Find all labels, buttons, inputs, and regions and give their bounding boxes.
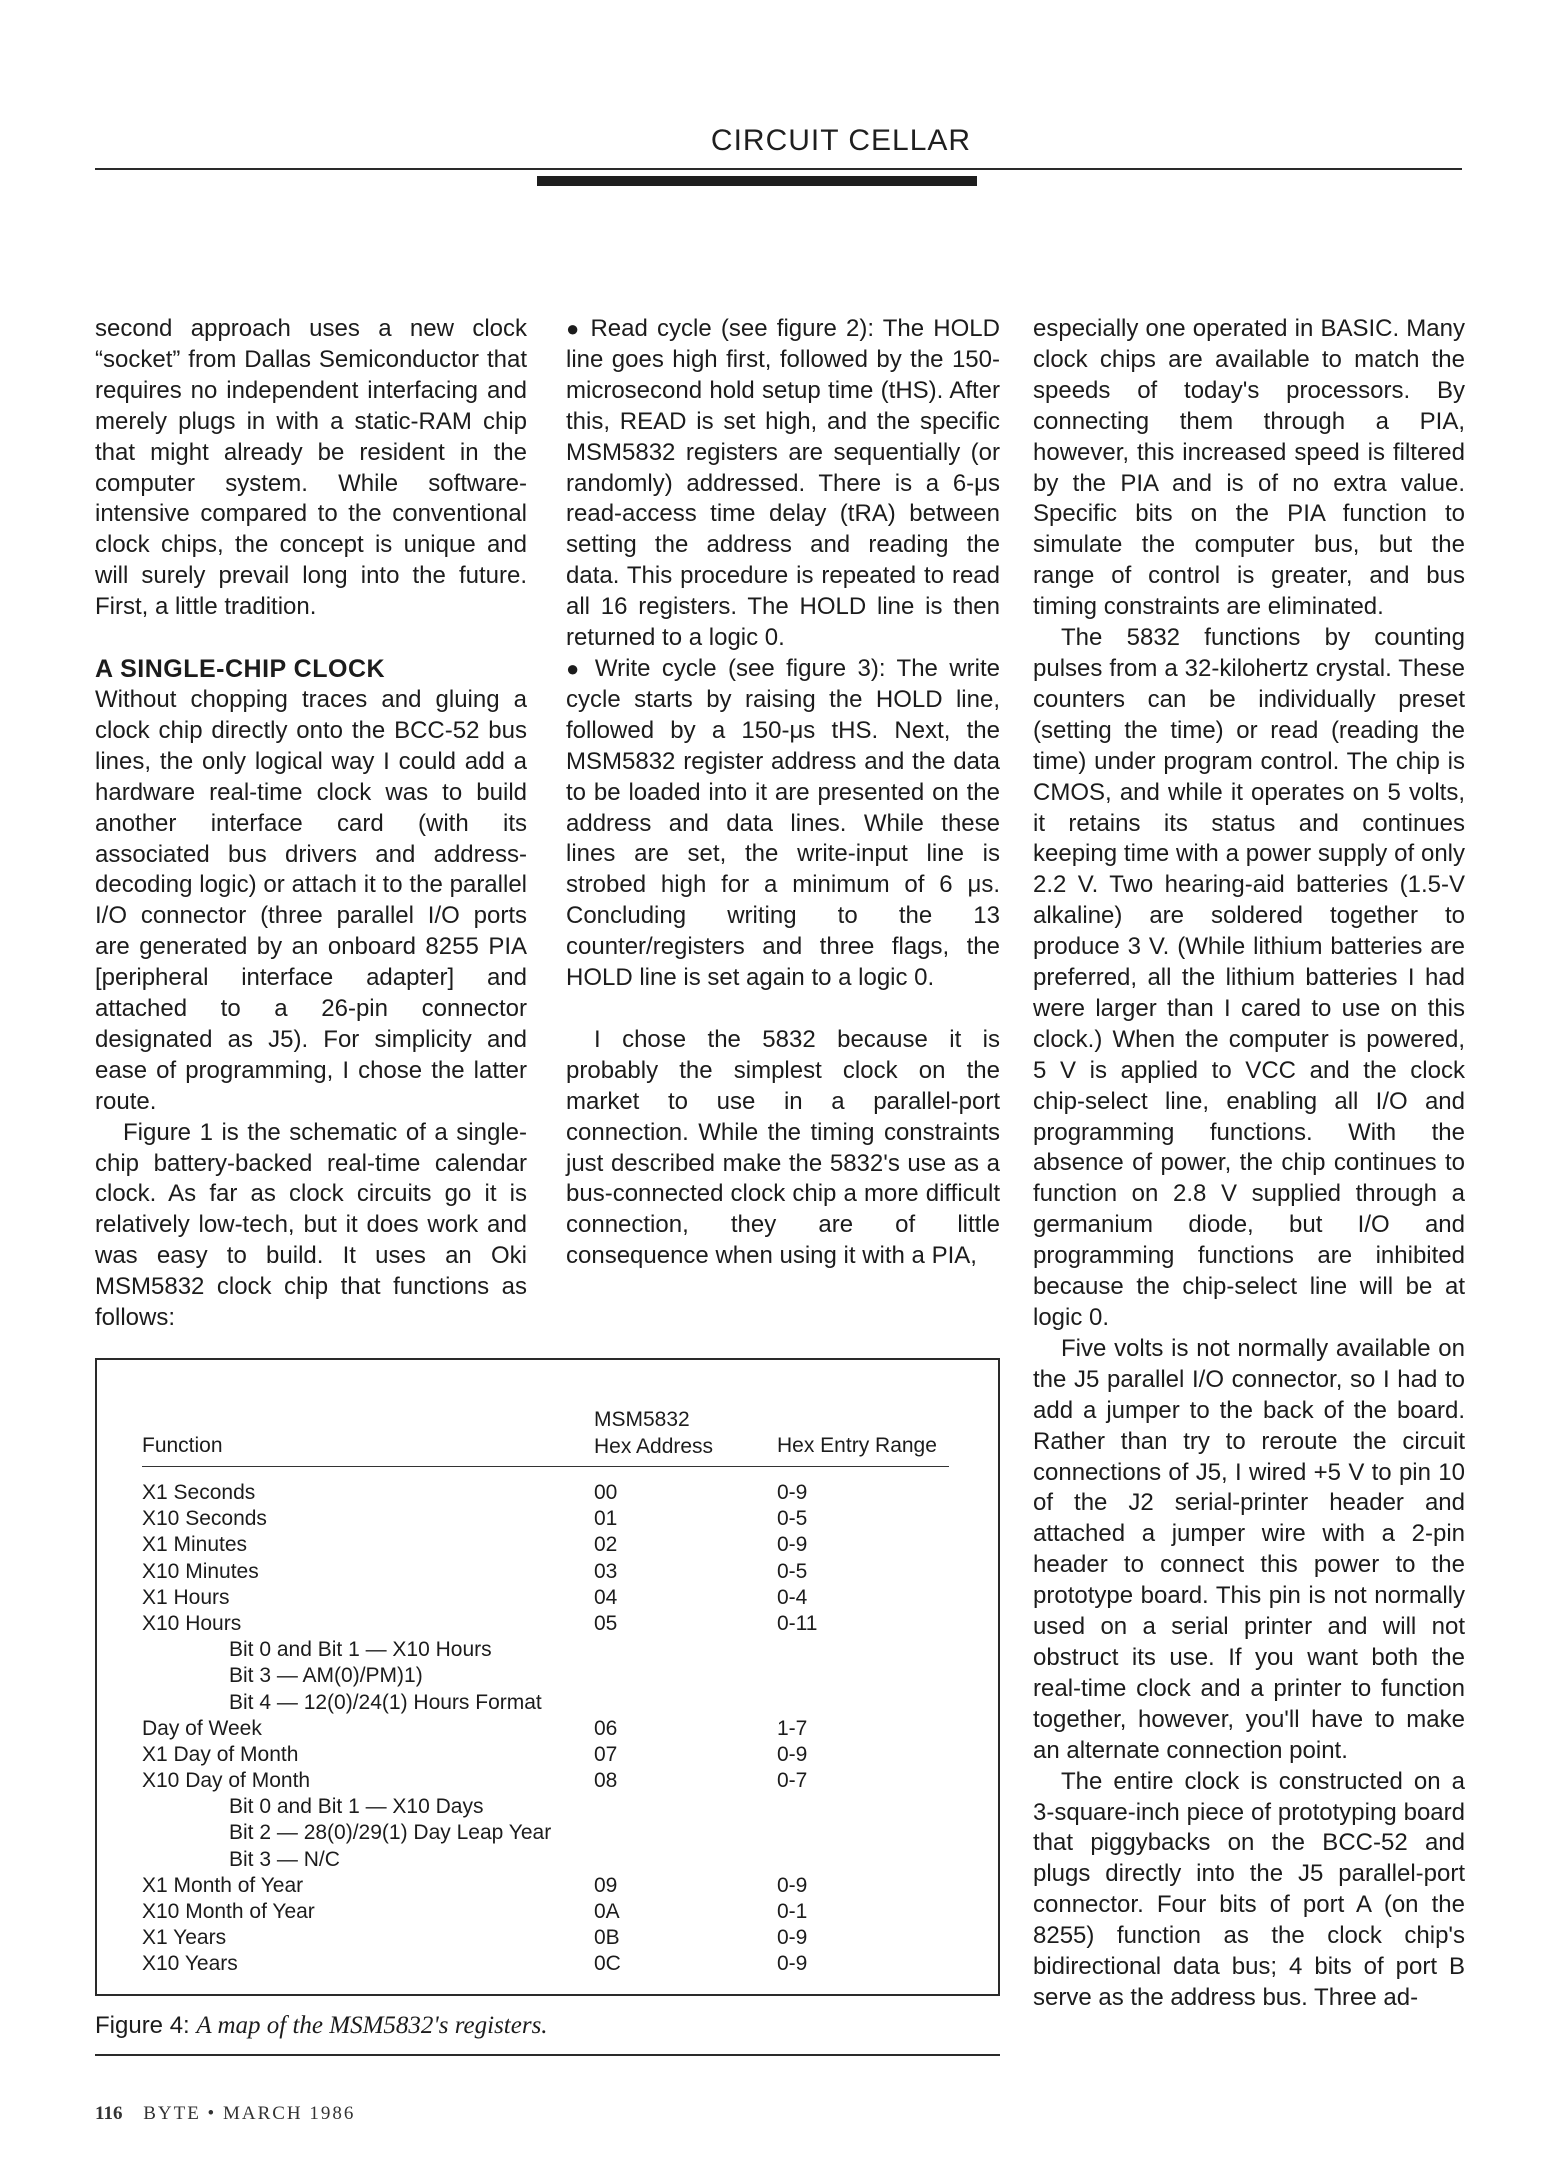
cell-function: X1 Seconds <box>142 1481 256 1504</box>
table-row <box>97 1506 998 1532</box>
header-bar <box>537 176 977 186</box>
paragraph: second approach uses a new clock “socket” from Dallas Semiconductor that requires no independent interfacing and merely plugs in with a static-RAM chip that might already be resident in the computer system. While software-intensive compared to the conventional clock chips, the concept is unique and will surely prevail long into the future. First, a little tradition. <box>95 315 527 621</box>
table-row <box>97 1873 998 1899</box>
cell-address: 0C <box>594 1952 621 1976</box>
table-row <box>97 1532 998 1558</box>
cell-function: X1 Hours <box>142 1585 230 1609</box>
register-map-table <box>95 1358 1000 1996</box>
table-row <box>97 1690 998 1716</box>
paragraph: The entire clock is constructed on a 3-square-inch piece of prototyping board that piggybacks on the BCC-52 and plugs directly into the J5 parallel-port connector. Four bits of port A (on the 8255) function as the clock chip's bidirectional data bus; 4 bits of port B serve as the address bus. Three ad- <box>1033 1767 1465 2011</box>
bullet-icon: ● <box>566 655 595 681</box>
column-1 <box>95 314 527 1334</box>
cell-address: 0B <box>594 1926 620 1950</box>
cell-function: X10 Day of Month <box>142 1769 311 1793</box>
cell-range: 0-11 <box>777 1611 818 1635</box>
cell-function: X1 Day of Month <box>142 1742 299 1766</box>
paragraph: especially one operated in BASIC. Many clock chips are available to match the speeds of today's processors. By connecting them through a PIA, however, this increased speed is filtered by the PIA and is of no extra value. Specific bits on the PIA function to simulate the computer bus, but the range of control is greater, and bus timing constraints are eliminated. <box>1033 315 1465 621</box>
cell-function: X10 Seconds <box>142 1507 267 1531</box>
column-3 <box>1033 314 1465 2014</box>
caption-rule <box>95 2054 1000 2056</box>
cell-function: Bit 2 — 28(0)/29(1) Day Leap Year <box>229 1821 552 1845</box>
cell-address: 05 <box>594 1611 618 1635</box>
cell-function: X10 Hours <box>142 1611 242 1635</box>
paragraph: Figure 1 is the schematic of a single-chip battery-backed real-time calendar clock. As far as clock circuits go it is relatively low-tech, but it does work and was easy to build. It uses an Oki MSM5832 clock chip that functions as follows: <box>95 1118 527 1332</box>
cell-range: 0-9 <box>777 1873 808 1897</box>
caption-text: A map of the MSM5832's registers. <box>196 2012 548 2039</box>
bullet-icon: ● <box>566 316 591 341</box>
cell-function: Day of Week <box>142 1716 262 1740</box>
cell-range: 0-9 <box>777 1533 808 1557</box>
cell-range: 0-9 <box>777 1952 808 1976</box>
cell-address: 01 <box>594 1507 618 1531</box>
table-row <box>97 1663 998 1689</box>
cell-range: 1-7 <box>777 1716 808 1740</box>
bullet-write-cycle <box>566 654 1000 994</box>
cell-address: 06 <box>594 1716 618 1740</box>
bullet-text: Read cycle (see figure 2): The HOLD line goes high first, followed by the 150-microsecond hold setup time (tHS). After this, READ is set high, and the specific MSM5832 registers are sequentially (or randomly) addressed. There is a 6-μs read-access time delay (tRA) between setting the address and reading the data. This procedure is repeated to read all 16 registers. The HOLD line is then returned to a logic 0. <box>566 315 1000 652</box>
table-row <box>97 1742 998 1768</box>
cell-function: X10 Month of Year <box>142 1900 315 1923</box>
page-footer <box>95 2103 355 2125</box>
footer-text: BYTE • MARCH 1986 <box>143 2103 356 2124</box>
bullet-text: Write cycle (see figure 3): The write cycle starts by raising the HOLD line, followed by a 150-μs tHS. Next, the MSM5832 register address and the data to be loaded into it are presented on the address and data lines. While these lines are set, the write-input line is strobed high for a minimum of 6 μs. Concluding writing to the 13 counter/registers and three flags, the HOLD line is set again to a logic 0. <box>566 654 1000 992</box>
table-body <box>97 1480 998 1978</box>
cell-address: 00 <box>594 1481 618 1504</box>
table-row <box>97 1637 998 1663</box>
table-row <box>97 1559 998 1585</box>
header-msm-line2: Hex Address <box>594 1435 714 1458</box>
cell-function: X1 Years <box>142 1926 227 1950</box>
cell-range: 0-9 <box>777 1481 808 1504</box>
paragraph: I chose the 5832 because it is probably the simplest clock on the market to use in a parallel-port connection. While the timing constraints just described make the 5832's use as a bus-connected clock chip a more difficult connection, they are of little consequence when using it with a PIA, <box>566 1025 1000 1270</box>
cell-function: Bit 3 — N/C <box>229 1847 340 1871</box>
table-row <box>97 1716 998 1742</box>
table-row <box>97 1899 998 1925</box>
cell-range: 0-5 <box>777 1507 808 1531</box>
cell-function: Bit 0 and Bit 1 — X10 Days <box>229 1795 484 1819</box>
table-row <box>97 1611 998 1637</box>
cell-function: X1 Minutes <box>142 1533 248 1557</box>
caption-label: Figure 4: <box>95 2012 190 2039</box>
cell-range: 0-1 <box>777 1900 808 1923</box>
section-title: CIRCUIT CELLAR <box>710 124 972 157</box>
table-row <box>97 1820 998 1846</box>
section-heading: A SINGLE-CHIP CLOCK <box>95 655 386 684</box>
cell-range: 0-9 <box>777 1742 808 1766</box>
cell-address: 09 <box>594 1873 618 1897</box>
table-row <box>97 1480 998 1506</box>
cell-range: 0-7 <box>777 1769 808 1793</box>
cell-function: Bit 3 — AM(0)/PM)1) <box>229 1664 423 1688</box>
cell-range: 0-5 <box>777 1559 808 1583</box>
table-row <box>97 1847 998 1873</box>
paragraph: Five volts is not normally available on the J5 parallel I/O connector, so I had to add a jumper to the back of the board. Rather than try to reroute the circuit connections of J5, I wired +5 V to pin 10 of the J2 serial-printer header and attached a jumper wire with a 2-pin header to connect this power to the prototype board. This pin is not normally used on a serial printer and will not obstruct its use. If you want both the real-time clock and a printer to function together, however, you'll have to make an alternate connection point. <box>1033 1334 1465 1764</box>
cell-range: 0-9 <box>777 1926 808 1950</box>
cell-function: X1 Month of Year <box>142 1873 304 1897</box>
page-number: 116 <box>95 2103 123 2124</box>
table-row <box>97 1951 998 1977</box>
paragraph: Without chopping traces and gluing a clock chip directly onto the BCC-52 bus lines, the only logical way I could add a hardware real-time clock was to build another interface card (with its associated bus drivers and address-decoding logic) or attach it to the parallel I/O connector (three parallel I/O ports are generated by an onboard 8255 PIA [peripheral interface adapter] and attached to a 26-pin connector designated as J5). For simplicity and ease of programming, I chose the latter route. <box>95 685 527 1115</box>
cell-address: 0A <box>594 1900 620 1923</box>
header-function: Function <box>142 1434 223 1457</box>
cell-address: 07 <box>594 1742 618 1766</box>
cell-range: 0-4 <box>777 1585 808 1609</box>
paragraph: The 5832 functions by counting pulses from a 32-kilohertz crystal. These counters can be individually preset (setting the time) or read (reading the time) under program control. The chip is CMOS, and while it operates on 5 volts, it retains its status and continues keeping time with a power supply of only 2.2 V. Two hearing-aid batteries (1.5-V alkaline) are soldered together to produce 3 V. (While lithium batteries are preferred, all the lithium batteries I had were larger than I cared to use on this clock.) When the computer is powered, 5 V is applied to VCC and the clock chip-select line, enabling all I/O and programming functions. With the absence of power, the chip continues to function on 2.8 V supplied through a germanium diode, but I/O and programming functions are inhibited because the chip-select line will be at logic 0. <box>1033 624 1465 1331</box>
cell-function: Bit 4 — 12(0)/24(1) Hours Format <box>229 1690 542 1714</box>
header-divider <box>142 1466 949 1467</box>
table-row <box>97 1768 998 1794</box>
cell-address: 02 <box>594 1533 618 1557</box>
header-hex-address <box>594 1406 713 1460</box>
cell-address: 08 <box>594 1769 618 1793</box>
cell-address: 03 <box>594 1559 618 1583</box>
figure-caption <box>95 2012 548 2040</box>
table-row <box>97 1925 998 1951</box>
bullet-read-cycle <box>566 314 1000 654</box>
cell-address: 04 <box>594 1585 618 1609</box>
column-2 <box>566 314 1000 1272</box>
table-row <box>97 1585 998 1611</box>
header-msm-line1: MSM5832 <box>594 1408 690 1431</box>
cell-function: X10 Years <box>142 1952 238 1976</box>
header-rule <box>95 168 1462 170</box>
table-row <box>97 1794 998 1820</box>
cell-function: Bit 0 and Bit 1 — X10 Hours <box>229 1638 492 1662</box>
header-hex-range: Hex Entry Range <box>777 1434 937 1457</box>
cell-function: X10 Minutes <box>142 1559 259 1583</box>
